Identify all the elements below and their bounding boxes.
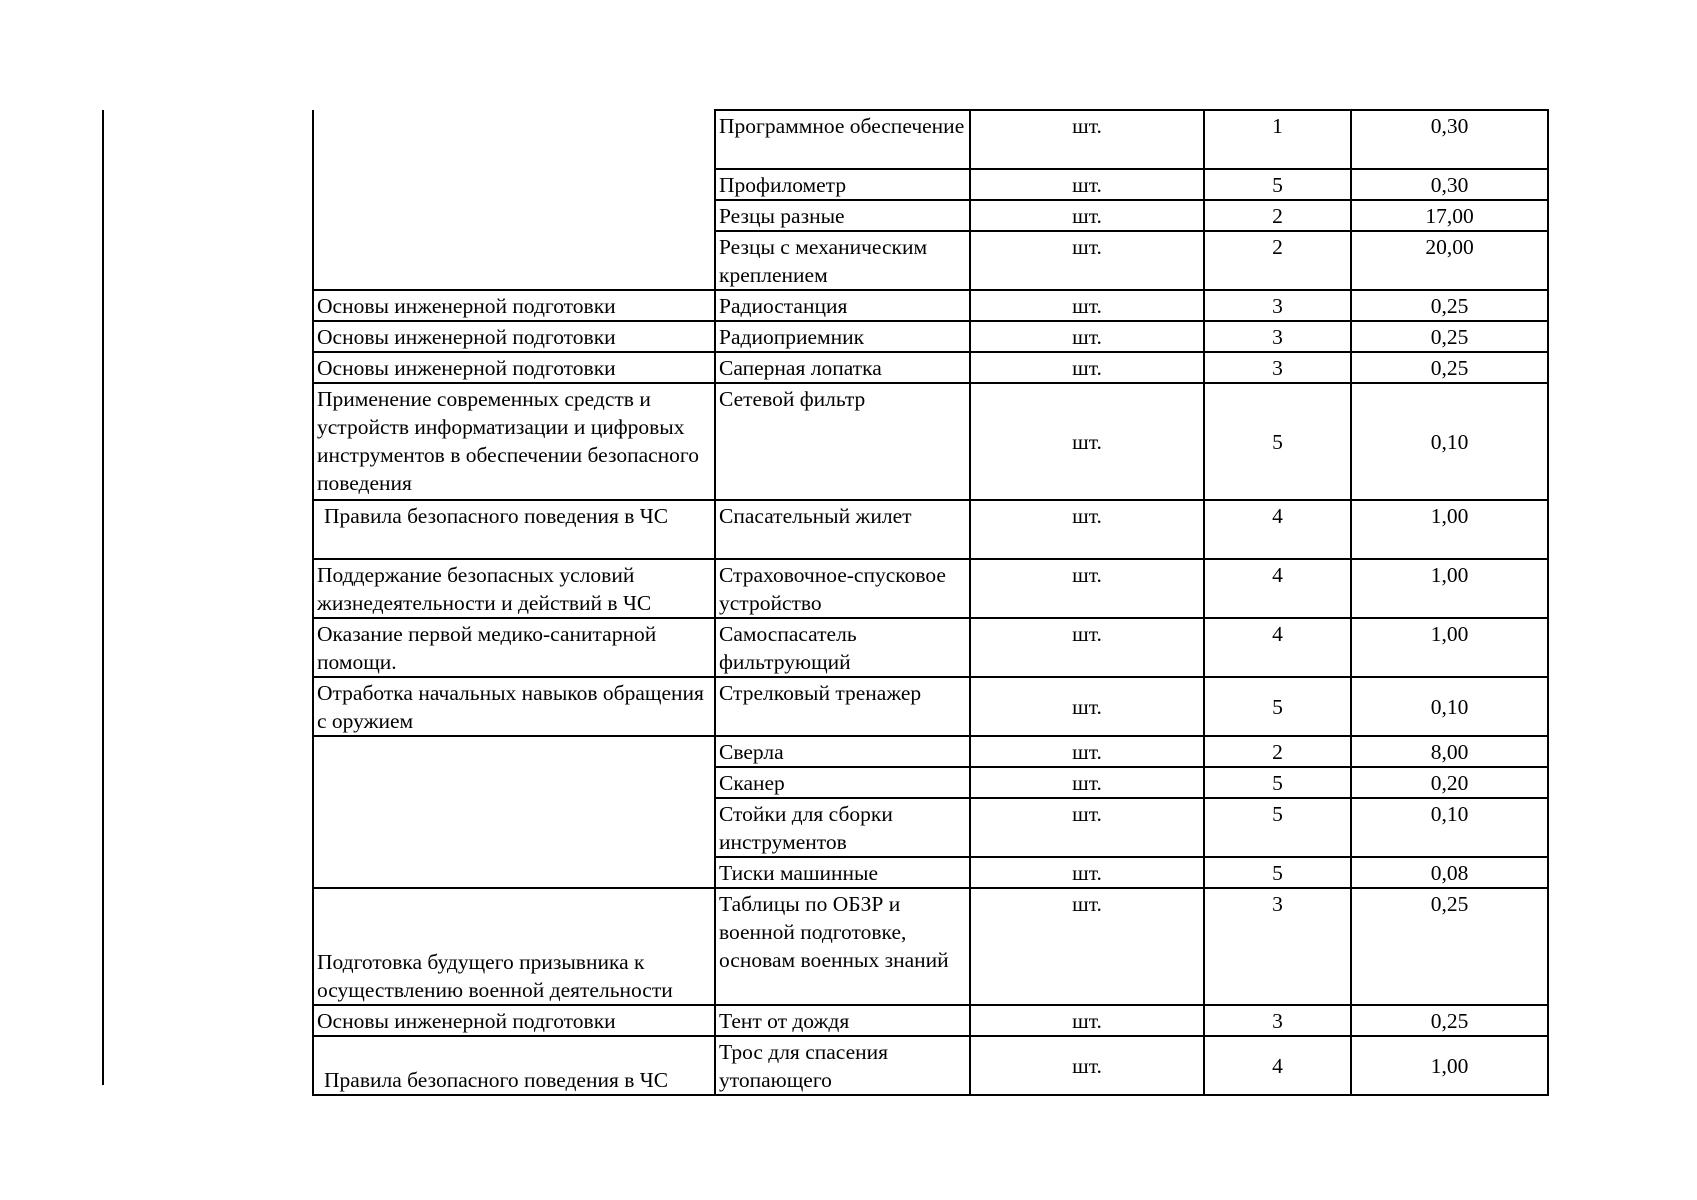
topic-cell: Правила безопасного поведения в ЧС: [313, 500, 715, 559]
unit-cell: шт.: [970, 677, 1204, 736]
quantity-cell: 2: [1204, 736, 1351, 767]
quantity-cell: 5: [1204, 383, 1351, 500]
coefficient-cell: 0,25: [1351, 321, 1548, 352]
coefficient-cell: 17,00: [1351, 200, 1548, 231]
unit-cell: шт.: [970, 500, 1204, 559]
quantity-cell: 4: [1204, 500, 1351, 559]
coefficient-cell: 1,00: [1351, 559, 1548, 618]
item-cell: Самоспасатель фильтрующий: [715, 618, 970, 677]
coefficient-cell: 20,00: [1351, 231, 1548, 290]
quantity-cell: 5: [1204, 798, 1351, 857]
coefficient-cell: 0,25: [1351, 290, 1548, 321]
item-cell: Профилометр: [715, 169, 970, 200]
topic-cell: Оказание первой медико-санитарной помощи.: [313, 618, 715, 677]
table-row: [313, 618, 1548, 677]
topic-cell: Поддержание безопасных условий жизнедеятельности и действий в ЧС: [313, 559, 715, 618]
coefficient-cell: 0,30: [1351, 110, 1548, 169]
item-cell: Саперная лопатка: [715, 352, 970, 383]
topic-cell: Отработка начальных навыков обращения с оружием: [313, 677, 715, 736]
table-row: [313, 110, 1548, 169]
item-cell: Спасательный жилет: [715, 500, 970, 559]
coefficient-cell: 8,00: [1351, 736, 1548, 767]
table-row: [313, 383, 1548, 500]
item-cell: Стойки для сборки инструментов: [715, 798, 970, 857]
unit-cell: шт.: [970, 290, 1204, 321]
quantity-cell: 1: [1204, 110, 1351, 169]
unit-cell: шт.: [970, 231, 1204, 290]
table-row: [313, 290, 1548, 321]
table-row: [313, 736, 1548, 767]
item-cell: Радиостанция: [715, 290, 970, 321]
item-cell: Сетевой фильтр: [715, 383, 970, 500]
item-cell: Программное обеспечение: [715, 110, 970, 169]
quantity-cell: 3: [1204, 290, 1351, 321]
unit-cell: шт.: [970, 1036, 1204, 1095]
topic-cell: Основы инженерной подготовки: [313, 290, 715, 321]
item-cell: Радиоприемник: [715, 321, 970, 352]
coefficient-cell: 1,00: [1351, 500, 1548, 559]
quantity-cell: 3: [1204, 1005, 1351, 1036]
unit-cell: шт.: [970, 888, 1204, 1005]
quantity-cell: 2: [1204, 231, 1351, 290]
quantity-cell: 5: [1204, 677, 1351, 736]
unit-cell: шт.: [970, 857, 1204, 888]
table-row: [313, 559, 1548, 618]
table-row: [313, 321, 1548, 352]
table-row: [313, 888, 1548, 1005]
unit-cell: шт.: [970, 352, 1204, 383]
item-cell: Тент от дождя: [715, 1005, 970, 1036]
quantity-cell: 2: [1204, 200, 1351, 231]
table-row: [313, 500, 1548, 559]
item-cell: Сканер: [715, 767, 970, 798]
topic-cell: Основы инженерной подготовки: [313, 352, 715, 383]
topic-cell-empty: [313, 736, 715, 888]
coefficient-cell: 0,08: [1351, 857, 1548, 888]
unit-cell: шт.: [970, 798, 1204, 857]
unit-cell: шт.: [970, 559, 1204, 618]
unit-cell: шт.: [970, 200, 1204, 231]
topic-cell: Применение современных средств и устройств информатизации и цифровых инструментов в обеспечении безопасного поведения: [313, 383, 715, 500]
quantity-cell: 4: [1204, 1036, 1351, 1095]
quantity-cell: 5: [1204, 857, 1351, 888]
unit-cell: шт.: [970, 767, 1204, 798]
item-cell: Трос для спасения утопающего: [715, 1036, 970, 1095]
coefficient-cell: 0,25: [1351, 352, 1548, 383]
table-row: [313, 352, 1548, 383]
table-row: [313, 1005, 1548, 1036]
unit-cell: шт.: [970, 736, 1204, 767]
coefficient-cell: 1,00: [1351, 1036, 1548, 1095]
coefficient-cell: 0,30: [1351, 169, 1548, 200]
table-row: [313, 677, 1548, 736]
equipment-table: [312, 109, 1549, 1096]
coefficient-cell: 0,20: [1351, 767, 1548, 798]
item-cell: Страховочное-спусковое устройство: [715, 559, 970, 618]
unit-cell: шт.: [970, 383, 1204, 500]
coefficient-cell: 1,00: [1351, 618, 1548, 677]
topic-cell: Основы инженерной подготовки: [313, 1005, 715, 1036]
coefficient-cell: 0,10: [1351, 383, 1548, 500]
quantity-cell: 3: [1204, 321, 1351, 352]
coefficient-cell: 0,10: [1351, 677, 1548, 736]
topic-cell-empty: [313, 110, 715, 290]
unit-cell: шт.: [970, 321, 1204, 352]
quantity-cell: 3: [1204, 352, 1351, 383]
topic-cell: Правила безопасного поведения в ЧС: [313, 1036, 715, 1095]
item-cell: Резцы с механическим креплением: [715, 231, 970, 290]
item-cell: Таблицы по ОБЗР и военной подготовке, основам военных знаний: [715, 888, 970, 1005]
item-cell: Резцы разные: [715, 200, 970, 231]
coefficient-cell: 0,25: [1351, 888, 1548, 1005]
unit-cell: шт.: [970, 618, 1204, 677]
quantity-cell: 4: [1204, 559, 1351, 618]
coefficient-cell: 0,25: [1351, 1005, 1548, 1036]
item-cell: Тиски машинные: [715, 857, 970, 888]
quantity-cell: 5: [1204, 169, 1351, 200]
quantity-cell: 4: [1204, 618, 1351, 677]
quantity-cell: 3: [1204, 888, 1351, 1005]
item-cell: Стрелковый тренажер: [715, 677, 970, 736]
topic-cell: Основы инженерной подготовки: [313, 321, 715, 352]
item-cell: Сверла: [715, 736, 970, 767]
page-margin-rule: [102, 110, 104, 1085]
quantity-cell: 5: [1204, 767, 1351, 798]
unit-cell: шт.: [970, 169, 1204, 200]
coefficient-cell: 0,10: [1351, 798, 1548, 857]
unit-cell: шт.: [970, 110, 1204, 169]
unit-cell: шт.: [970, 1005, 1204, 1036]
topic-cell: Подготовка будущего призывника к осуществлению военной деятельности: [313, 888, 715, 1005]
table-row: [313, 1036, 1548, 1095]
